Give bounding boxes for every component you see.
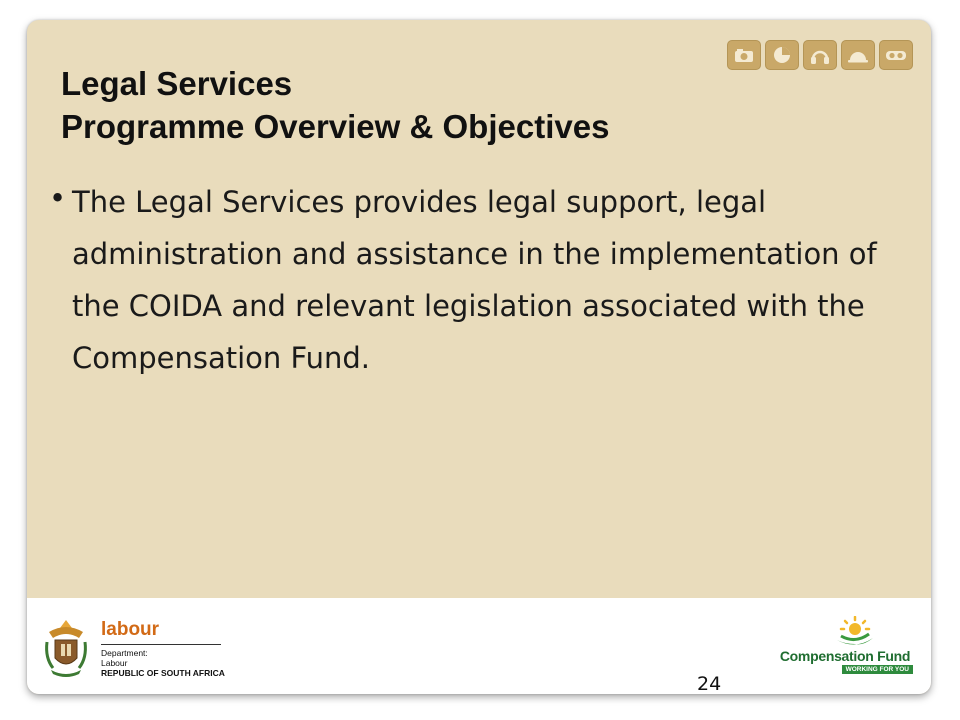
bullet-icon: • <box>49 181 67 215</box>
footer-band <box>27 598 931 694</box>
labour-word: labour <box>101 619 160 640</box>
coat-of-arms-icon <box>41 618 91 680</box>
compensation-fund-logo <box>775 616 915 678</box>
safety-goggles-icon <box>879 40 913 70</box>
compensation-fund-name: Compensation Fund <box>779 648 911 664</box>
slide-title-line1: Legal Services <box>61 65 293 102</box>
slide-title-line2: Programme Overview & Objectives <box>61 108 610 145</box>
header-icon-row <box>727 40 913 70</box>
sun-hand-icon <box>833 616 877 648</box>
labour-country: REPUBLIC OF SOUTH AFRICA <box>101 668 225 678</box>
slide <box>27 20 931 694</box>
compensation-fund-tagline: WORKING FOR YOU <box>842 665 913 674</box>
camera-icon <box>727 40 761 70</box>
department-of-labour-logo <box>41 618 225 680</box>
labour-department-name: Labour <box>101 658 128 668</box>
pie-chart-icon <box>765 40 799 70</box>
headphones-icon <box>803 40 837 70</box>
bullet-item <box>49 176 909 384</box>
bullet-list <box>49 176 909 384</box>
slide-title <box>61 62 609 148</box>
page-number: 24 <box>697 673 722 695</box>
labour-divider <box>101 644 221 645</box>
labour-text-block <box>101 620 225 678</box>
bullet-text: The Legal Services provides legal support, legal administration and assistance in the implementation of the COIDA and relevant legislation associated with the Compensation Fund. <box>72 185 877 375</box>
labour-department-label: Department: <box>101 648 148 658</box>
hard-hat-icon <box>841 40 875 70</box>
